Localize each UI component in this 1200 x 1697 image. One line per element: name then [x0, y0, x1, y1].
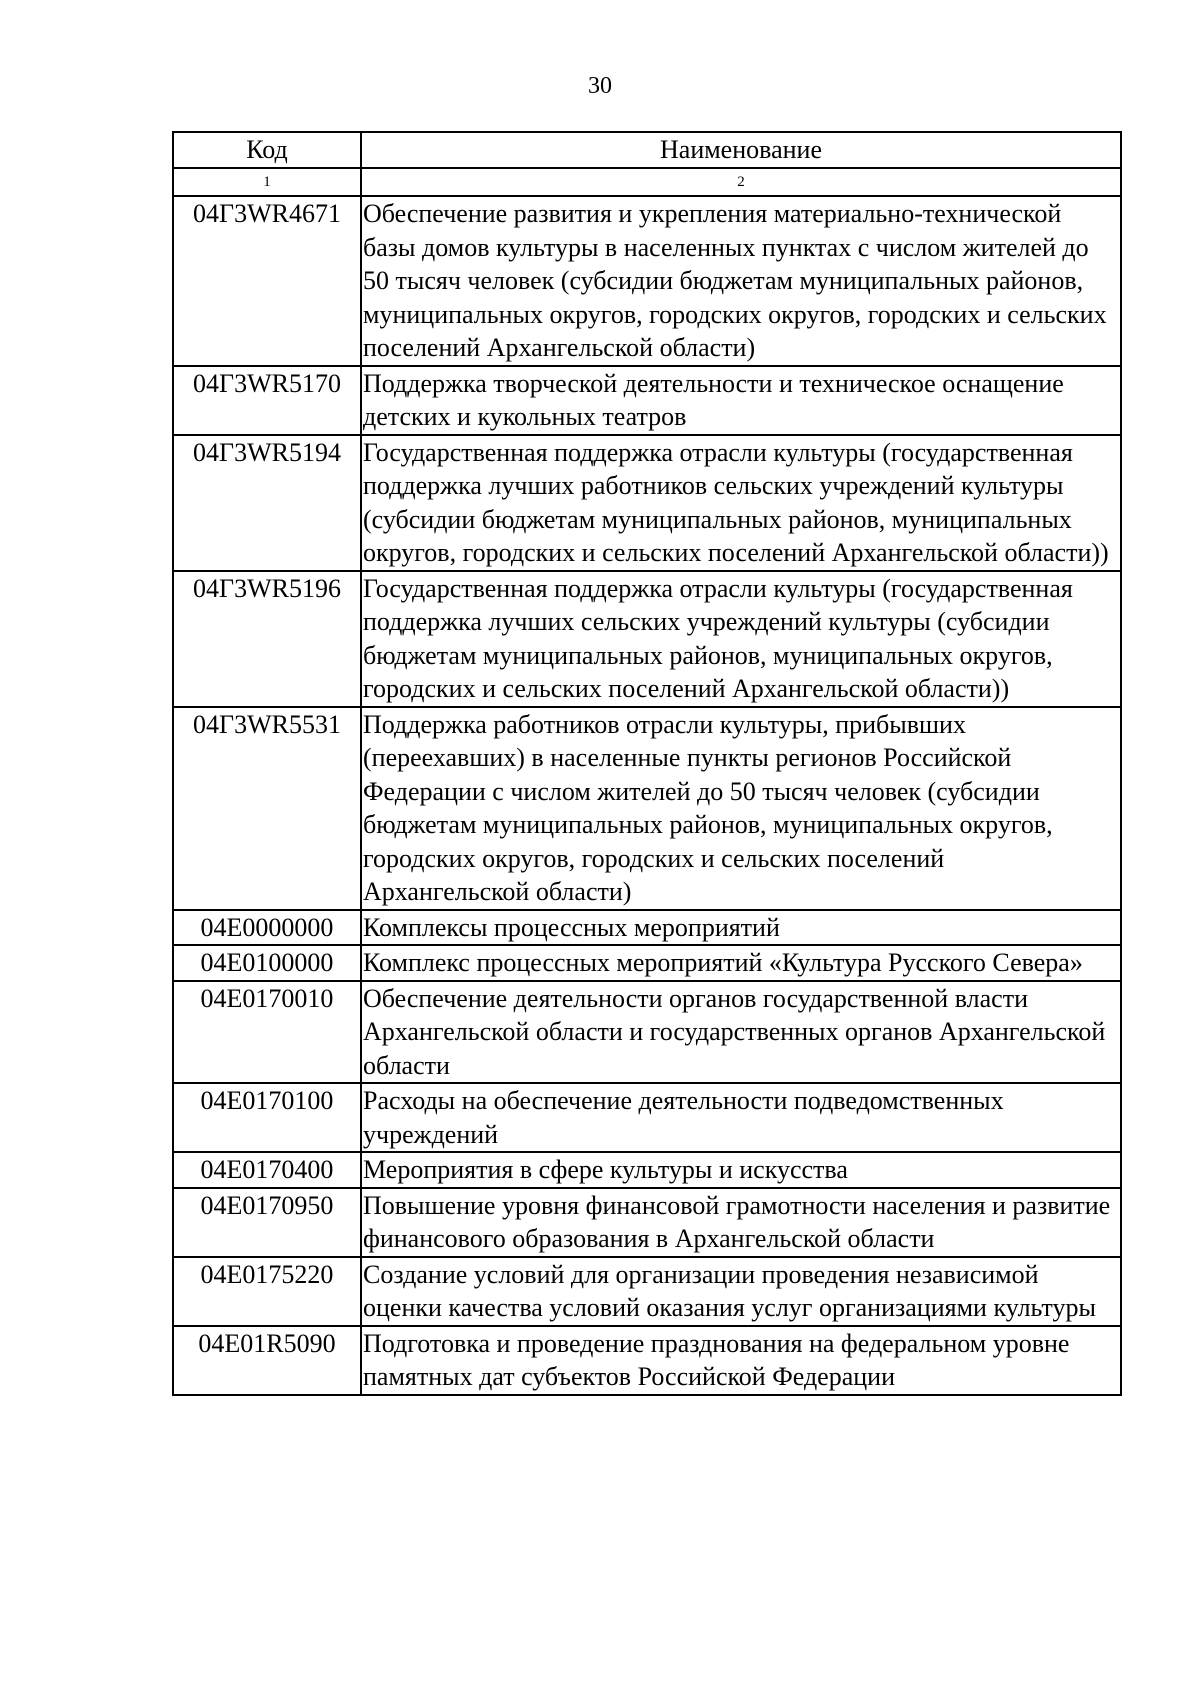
row-code: 04Е0170100	[173, 1083, 361, 1152]
header-name: Наименование	[361, 132, 1121, 168]
table-row	[173, 1152, 1121, 1188]
row-code: 04Г3WR5531	[173, 707, 361, 910]
table-row	[173, 945, 1121, 981]
row-name: Мероприятия в сфере культуры и искусства	[361, 1152, 1121, 1188]
row-code: 04Г3WR5170	[173, 366, 361, 435]
row-code: 04Е0175220	[173, 1257, 361, 1326]
row-name: Повышение уровня финансовой грамотности населения и развитие финансового образования в Архангельской области	[361, 1188, 1121, 1257]
table-row	[173, 1326, 1121, 1395]
row-code: 04Е01R5090	[173, 1326, 361, 1395]
table-row	[173, 571, 1121, 707]
page-number: 30	[588, 73, 612, 99]
table-row	[173, 1257, 1121, 1326]
row-code: 04Е0170010	[173, 981, 361, 1084]
table-body	[173, 196, 1121, 1395]
table-row	[173, 1083, 1121, 1152]
row-name: Комплексы процессных мероприятий	[361, 910, 1121, 946]
row-name: Поддержка творческой деятельности и техническое оснащение детских и кукольных театров	[361, 366, 1121, 435]
row-name: Комплекс процессных мероприятий «Культура Русского Севера»	[361, 945, 1121, 981]
header-code: Код	[173, 132, 361, 168]
row-name: Подготовка и проведение празднования на федеральном уровне памятных дат субъектов Российской Федерации	[361, 1326, 1121, 1395]
column-number-name: 2	[361, 168, 1121, 196]
table-row	[173, 981, 1121, 1084]
row-code: 04Г3WR5194	[173, 435, 361, 571]
row-name: Создание условий для организации проведения независимой оценки качества условий оказания услуг организациями культуры	[361, 1257, 1121, 1326]
row-code: 04Е0170400	[173, 1152, 361, 1188]
table-row	[173, 910, 1121, 946]
row-name: Расходы на обеспечение деятельности подведомственных учреждений	[361, 1083, 1121, 1152]
row-name: Обеспечение развития и укрепления материально-технической базы домов культуры в населенных пунктах с числом жителей до 50 тысяч человек (субсидии бюджетам муниципальных районов, муниципальных округов, городских округов, городских и сельских поселений Архангельской области)	[361, 196, 1121, 366]
column-number-code: 1	[173, 168, 361, 196]
table-row	[173, 196, 1121, 366]
column-number-row	[173, 168, 1121, 196]
table-row	[173, 366, 1121, 435]
row-name: Государственная поддержка отрасли культуры (государственная поддержка лучших сельских учреждений культуры (субсидии бюджетам муниципальных районов, муниципальных округов, городских и сельских поселений Архангельской области))	[361, 571, 1121, 707]
row-code: 04Е0100000	[173, 945, 361, 981]
row-name: Поддержка работников отрасли культуры, прибывших (переехавших) в населенные пункты регионов Российской Федерации с числом жителей до 50 тысяч человек (субсидии бюджетам муниципальных районов, муниципальных округов, городских округов, городских и сельских поселений Архангельской области)	[361, 707, 1121, 910]
table-row	[173, 1188, 1121, 1257]
header-row	[173, 132, 1121, 168]
budget-code-table	[172, 131, 1122, 1396]
row-code: 04Е0000000	[173, 910, 361, 946]
row-code: 04Г3WR5196	[173, 571, 361, 707]
row-code: 04Е0170950	[173, 1188, 361, 1257]
table-row	[173, 435, 1121, 571]
row-name: Государственная поддержка отрасли культуры (государственная поддержка лучших работников сельских учреждений культуры (субсидии бюджетам муниципальных районов, муниципальных округов, городских и сельских поселений Архангельской области))	[361, 435, 1121, 571]
row-name: Обеспечение деятельности органов государственной власти Архангельской области и государственных органов Архангельской области	[361, 981, 1121, 1084]
row-code: 04Г3WR4671	[173, 196, 361, 366]
table-row	[173, 707, 1121, 910]
